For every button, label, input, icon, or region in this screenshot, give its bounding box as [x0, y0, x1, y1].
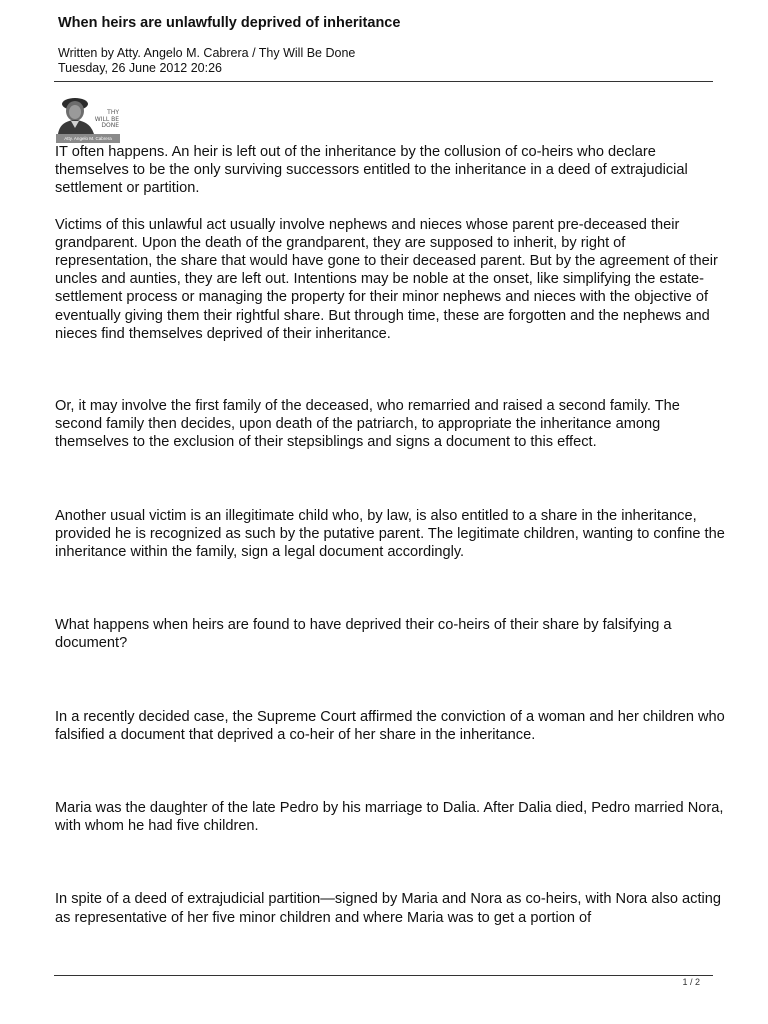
article-body [55, 143, 725, 927]
column-logo [56, 92, 120, 142]
logo-wordmark: THY WILL BE DONE [94, 109, 119, 129]
byline: Written by Atty. Angelo M. Cabrera / Thy Will Be Done [58, 46, 356, 60]
paragraph-2: Victims of this unlawful act usually involve nephews and nieces whose parent pre-deceased their grandparent. Upon the death of the grandparent, they are supposed to inherit, by right of representation, the share that would have gone to their deceased parent. But by the agreement of their uncles and aunties, they are left out. Intentions may be noble at the onset, like simplifying the estate-settlement process or managing the property for their minor nephews and nieces with the objective of eventually giving them their rightful share. But through time, these are forgotten and the nephews and nieces find themselves deprived of their inheritance. [55, 216, 718, 342]
paragraph-6: In a recently decided case, the Supreme Court affirmed the conviction of a woman and her children who falsified a document that deprived a co-heir of her share in the inheritance. [55, 708, 725, 743]
page-number: 1 / 2 [682, 977, 700, 987]
article-title: When heirs are unlawfully deprived of inheritance [58, 15, 401, 31]
paragraph-8: In spite of a deed of extrajudicial partition—signed by Maria and Nora as co-heirs, with Nora also acting as representative of her five minor children and where Maria was to get a portion of [55, 891, 721, 926]
publish-date: Tuesday, 26 June 2012 20:26 [58, 61, 223, 75]
paragraph-7: Maria was the daughter of the late Pedro by his marriage to Dalia. After Dalia died, Pedro married Nora, with whom he had five children. [55, 800, 724, 835]
paragraph-5: What happens when heirs are found to have deprived their co-heirs of their share by falsifying a document? [55, 617, 672, 652]
header-divider [54, 81, 713, 82]
footer-divider [54, 975, 713, 976]
paragraph-4: Another usual victim is an illegitimate child who, by law, is also entitled to a share in the inheritance, provided he is recognized as such by the putative parent. The legitimate children, wanting to confine the inheritance within the family, sign a legal document accordingly. [55, 507, 725, 561]
paragraph-3: Or, it may involve the first family of the deceased, who remarried and raised a second family. The second family then decides, upon death of the patriarch, to appropriate the inheritance among themselves to the exclusion of their stepsiblings and signs a document to this effect. [55, 398, 680, 451]
paragraph-1: IT often happens. An heir is left out of the inheritance by the collusion of co-heirs who declare themselves to be the only surviving successors entitled to the inheritance in a deed of extrajudicial settlement or partition. [55, 144, 688, 197]
article-meta [58, 46, 355, 76]
logo-caption: Atty. Angelo M. Cabrera [56, 134, 120, 143]
